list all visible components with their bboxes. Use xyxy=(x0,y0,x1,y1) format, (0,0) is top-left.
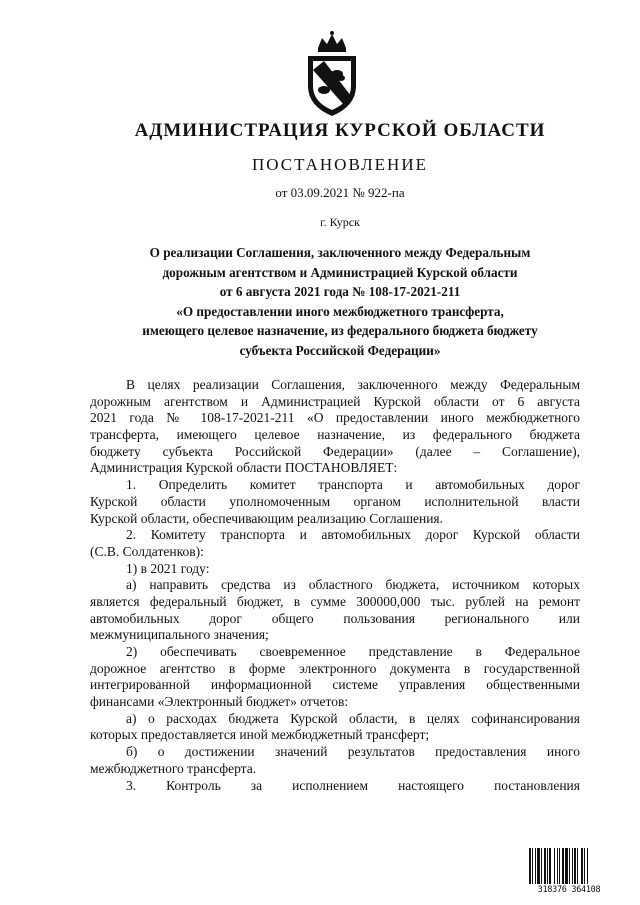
barcode-bar xyxy=(532,848,533,884)
body-line: является федеральный бюджет, в сумме 300000,000 тыс. рублей на ремонт xyxy=(90,593,580,609)
barcode-bar xyxy=(565,848,568,884)
barcode-bar xyxy=(572,848,573,884)
barcode-bar xyxy=(559,848,560,884)
subject-line: субъекта Российской Федерации» xyxy=(239,342,441,358)
barcode-bar xyxy=(584,848,585,884)
body-line: дорожное агентство в форме электронного документа в государственной xyxy=(90,660,580,676)
barcode-bar xyxy=(577,848,578,884)
body-line: а) направить средства из областного бюджета, источником которых xyxy=(126,577,580,593)
body-line: 3. Контроль за исполнением настоящего постановления xyxy=(126,777,580,793)
subject-line: от 6 августа 2021 года № 108-17-2021-211 xyxy=(219,284,461,299)
subject-line: «О предоставлении иного межбюджетного трансферта, xyxy=(176,303,504,319)
barcode-bar xyxy=(587,848,588,884)
body-line: дорожным агентством и Администрацией Курской области от 6 августа xyxy=(90,393,580,409)
body-line: межмуниципального значения; xyxy=(90,627,269,643)
body-line: В целях реализации Соглашения, заключенного между Федеральным xyxy=(126,377,580,392)
barcode-bar xyxy=(541,848,542,884)
coat-of-arms-icon xyxy=(304,30,360,118)
body-line: интегрированной информационной системе управления общественными xyxy=(90,677,580,693)
organization-title: АДМИНИСТРАЦИЯ КУРСКОЙ ОБЛАСТИ xyxy=(134,120,546,141)
body-line: (С.В. Солдатенков): xyxy=(90,543,204,559)
body-line: Курской области, обеспечивающим реализацию Соглашения. xyxy=(90,510,444,526)
body-line: межбюджетного трансферта. xyxy=(90,760,257,776)
body-line: б) о достижении значений результатов предоставления иного xyxy=(126,744,580,760)
barcode xyxy=(528,848,610,898)
barcode-bar xyxy=(574,848,576,884)
barcode-bar xyxy=(569,848,570,884)
subject-line: О реализации Соглашения, заключенного между Федеральным xyxy=(149,245,531,260)
subject-line: дорожным агентством и Администрацией Курской области xyxy=(162,264,518,280)
body-line: 1. Определить комитет транспорта и автомобильных дорог xyxy=(126,477,580,493)
body-line: 2. Комитету транспорта и автомобильных дорог Курской области xyxy=(126,527,580,543)
barcode-bar xyxy=(547,848,548,884)
barcode-bar xyxy=(562,848,564,884)
document-type: ПОСТАНОВЛЕНИЕ xyxy=(251,155,428,174)
body-line: а) о расходах бюджета Курской области, в целях софинансирования xyxy=(126,710,580,726)
body-line: Администрация Курской области ПОСТАНОВЛЯЕТ: xyxy=(90,460,398,476)
barcode-bar xyxy=(581,848,583,884)
subject-line: имеющего целевое назначение, из федерального бюджета бюджету xyxy=(142,323,538,338)
document-city: г. Курск xyxy=(320,215,360,229)
barcode-bar xyxy=(554,848,555,884)
body-line: Курской области уполномоченным органом исполнительной власти xyxy=(90,493,580,509)
body-line: 2) обеспечивать своевременное представление в Федеральное xyxy=(126,644,580,659)
barcode-bar xyxy=(557,848,558,884)
document-body xyxy=(90,377,580,794)
barcode-number: 318376 364108 xyxy=(537,885,601,895)
body-line: бюджету субъекта Российской Федерации» (далее – Соглашение), xyxy=(90,443,580,459)
barcode-bar xyxy=(544,848,546,884)
body-line: 1) в 2021 году: xyxy=(126,560,210,576)
barcode-bar xyxy=(529,848,531,884)
document-date-number: от 03.09.2021 № 922-па xyxy=(275,185,405,200)
body-line: 2021 года № 108-17-2021-211 «О предоставлении иного межбюджетного xyxy=(90,410,580,426)
barcode-bar xyxy=(535,848,536,884)
body-line: трансферта, имеющего целевое назначение, из федерального бюджета xyxy=(90,427,580,443)
body-line: финансами «Электронный бюджет» отчетов: xyxy=(90,694,349,710)
body-line: автомобильных дорог общего пользования регионального или xyxy=(90,610,580,626)
document-subject xyxy=(80,243,600,360)
barcode-bar xyxy=(537,848,540,884)
barcode-bar xyxy=(549,848,551,884)
body-line: которых предоставляется иной межбюджетный трансферт; xyxy=(90,727,430,743)
barcode-bars xyxy=(528,848,610,884)
